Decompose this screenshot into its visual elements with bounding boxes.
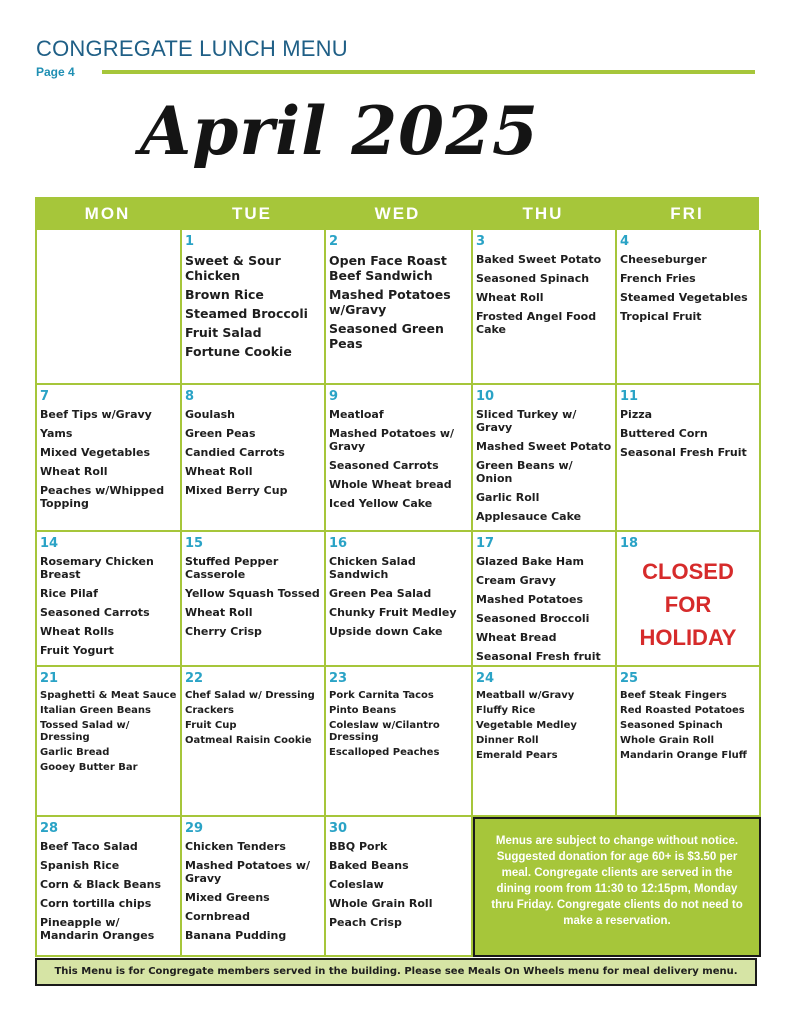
menu-item: Wheat Roll — [476, 291, 544, 304]
menu-item: Pinto Beans — [329, 705, 397, 716]
menu-item: Mashed Potatoes w/ Gravy — [185, 859, 311, 885]
day-cell — [182, 667, 326, 817]
day-cell — [617, 385, 761, 532]
menu-item: Rice Pilaf — [40, 587, 98, 600]
menu-item: Corn tortilla chips — [40, 897, 152, 910]
menu-item: Chicken Salad Sandwich — [329, 555, 416, 581]
menu-item: Sliced Turkey w/ Gravy — [476, 408, 577, 434]
day-cell — [617, 667, 761, 817]
day-number: 2 — [329, 234, 339, 249]
menu-item: Whole Grain Roll — [620, 735, 715, 746]
menu-item: Sweet & Sour Chicken — [185, 253, 281, 283]
menu-item: Beef Tips w/Gravy — [40, 408, 152, 421]
menu-item: Mashed Potatoes w/ Gravy — [329, 427, 455, 453]
menu-item: Baked Beans — [329, 859, 409, 872]
day-number: 23 — [329, 671, 348, 686]
day-cell — [473, 532, 617, 667]
closed-notice-line: FOR — [664, 592, 712, 617]
weekday-label: FRI — [670, 204, 704, 223]
menu-item: Escalloped Peaches — [329, 747, 440, 758]
day-number: 21 — [40, 671, 59, 686]
day-number: 7 — [40, 389, 50, 404]
menu-item: Italian Green Beans — [40, 705, 151, 716]
menu-item: Banana Pudding — [185, 929, 287, 942]
menu-item: Beef Taco Salad — [40, 840, 138, 853]
menu-item: Seasoned Green Peas — [329, 321, 444, 351]
menu-item: Spanish Rice — [40, 859, 120, 872]
menu-item: Emerald Pears — [476, 750, 558, 761]
menu-item: Seasonal Fresh fruit — [476, 650, 601, 663]
day-number: 22 — [185, 671, 204, 686]
menu-item: Open Face Roast Beef Sandwich — [329, 253, 447, 283]
menu-item: Yams — [40, 427, 73, 440]
menu-item: Seasoned Spinach — [476, 272, 590, 285]
menu-item: Corn & Black Beans — [40, 878, 162, 891]
menu-item: Fluffy Rice — [476, 705, 536, 716]
day-cell — [617, 230, 761, 385]
menu-item: Mixed Vegetables — [40, 446, 151, 459]
menu-item: Tossed Salad w/ Dressing — [40, 720, 130, 743]
menu-item: Pineapple w/ Mandarin Oranges — [40, 916, 155, 942]
day-cell — [326, 532, 473, 667]
menu-item: Wheat Rolls — [40, 625, 115, 638]
menu-item: Chicken Tenders — [185, 840, 286, 853]
menu-item: Goulash — [185, 408, 235, 421]
day-cell — [37, 230, 182, 385]
menu-item: Cheeseburger — [620, 253, 707, 266]
header-divider — [102, 70, 755, 74]
menu-disclaimer: Menus are subject to change without notice. Suggested donation for age 60+ is $3.50 per meal. Congregate clients are served in the dining room from 11:30 to 12:15pm, Monday thru Friday. Congregate clients do not need to make a reservation. — [473, 817, 761, 957]
menu-item: Coleslaw — [329, 878, 384, 891]
day-cell — [182, 230, 326, 385]
day-cell — [473, 667, 617, 817]
menu-item: Mashed Sweet Potato — [476, 440, 612, 453]
menu-item: Seasoned Broccoli — [476, 612, 590, 625]
menu-item: Iced Yellow Cake — [329, 497, 433, 510]
menu-item: Applesauce Cake — [476, 510, 582, 523]
menu-item: Yellow Squash Tossed — [185, 587, 320, 600]
day-number: 11 — [620, 389, 639, 404]
day-cell — [182, 385, 326, 532]
day-number: 29 — [185, 821, 204, 836]
menu-item: French Fries — [620, 272, 696, 285]
day-cell — [37, 667, 182, 817]
menu-item: Fruit Salad — [185, 325, 262, 340]
closed-notice-line: CLOSED — [642, 559, 734, 584]
day-number: 25 — [620, 671, 639, 686]
menu-item: Wheat Bread — [476, 631, 557, 644]
menu-item: BBQ Pork — [329, 840, 388, 853]
day-cell — [37, 385, 182, 532]
menu-item: Gooey Butter Bar — [40, 762, 138, 773]
day-cell — [617, 532, 761, 667]
calendar — [35, 197, 759, 957]
day-cell — [326, 667, 473, 817]
menu-item: Seasoned Carrots — [40, 606, 150, 619]
day-cell — [473, 385, 617, 532]
menu-item: Stuffed Pepper Casserole — [185, 555, 279, 581]
menu-item: Wheat Roll — [185, 465, 253, 478]
menu-item: Wheat Roll — [185, 606, 253, 619]
menu-item: Oatmeal Raisin Cookie — [185, 735, 312, 746]
menu-item: Vegetable Medley — [476, 720, 577, 731]
day-cell — [37, 817, 182, 957]
day-number: 9 — [329, 389, 339, 404]
menu-item: Tropical Fruit — [620, 310, 702, 323]
menu-item: Rosemary Chicken Breast — [40, 555, 154, 581]
menu-item: Green Peas — [185, 427, 256, 440]
weekday-header — [35, 197, 759, 230]
menu-item: Dinner Roll — [476, 735, 539, 746]
day-number: 3 — [476, 234, 486, 249]
day-number: 18 — [620, 536, 639, 551]
menu-item: Seasonal Fresh Fruit — [620, 446, 747, 459]
menu-item: Chunky Fruit Medley — [329, 606, 457, 619]
menu-item: Baked Sweet Potato — [476, 253, 602, 266]
menu-item: Seasoned Spinach — [620, 720, 723, 731]
menu-item: Candied Carrots — [185, 446, 285, 459]
day-cell — [326, 817, 473, 957]
day-number: 17 — [476, 536, 495, 551]
day-cell — [326, 385, 473, 532]
day-number: 8 — [185, 389, 195, 404]
menu-item: Meatloaf — [329, 408, 384, 421]
menu-item: Garlic Bread — [40, 747, 110, 758]
menu-item: Steamed Broccoli — [185, 306, 308, 321]
menu-item: Garlic Roll — [476, 491, 540, 504]
day-cell — [37, 532, 182, 667]
menu-item: Frosted Angel Food Cake — [476, 310, 597, 336]
weekday-label: MON — [84, 204, 131, 223]
menu-item: Pizza — [620, 408, 653, 421]
menu-item: Mixed Greens — [185, 891, 270, 904]
menu-item: Cherry Crisp — [185, 625, 262, 638]
menu-item: Coleslaw w/Cilantro Dressing — [329, 720, 440, 743]
day-number: 15 — [185, 536, 204, 551]
menu-item: Wheat Roll — [40, 465, 108, 478]
weekday-label: TUE — [232, 204, 272, 223]
menu-item: Cornbread — [185, 910, 250, 923]
menu-item: Red Roasted Potatoes — [620, 705, 745, 716]
day-number: 14 — [40, 536, 59, 551]
menu-item: Seasoned Carrots — [329, 459, 439, 472]
menu-item: Glazed Bake Ham — [476, 555, 584, 568]
day-number: 1 — [185, 234, 195, 249]
page-number: Page 4 — [36, 65, 75, 79]
menu-item: Green Beans w/ Onion — [476, 459, 573, 485]
menu-item: Meatball w/Gravy — [476, 690, 575, 701]
menu-item: Cream Gravy — [476, 574, 556, 587]
menu-item: Pork Carnita Tacos — [329, 690, 434, 701]
menu-item: Chef Salad w/ Dressing — [185, 690, 315, 701]
menu-item: Spaghetti & Meat Sauce — [40, 690, 177, 701]
day-cell — [473, 230, 617, 385]
menu-item: Whole Wheat bread — [329, 478, 452, 491]
day-number: 4 — [620, 234, 630, 249]
menu-item: Buttered Corn — [620, 427, 708, 440]
closed-notice — [620, 555, 756, 654]
menu-item: Steamed Vegetables — [620, 291, 748, 304]
day-number: 30 — [329, 821, 348, 836]
menu-item: Peaches w/Whipped Topping — [40, 484, 165, 510]
menu-item: Fruit Yogurt — [40, 644, 114, 657]
day-cell — [182, 532, 326, 667]
weekday-label: WED — [374, 204, 421, 223]
day-number: 10 — [476, 389, 495, 404]
day-number: 24 — [476, 671, 495, 686]
menu-item: Whole Grain Roll — [329, 897, 433, 910]
menu-title: CONGREGATE LUNCH MENU — [36, 36, 348, 61]
menu-item: Beef Steak Fingers — [620, 690, 727, 701]
calendar-grid — [35, 230, 759, 957]
menu-item: Fruit Cup — [185, 720, 237, 731]
menu-item: Mashed Potatoes — [476, 593, 584, 606]
menu-item: Peach Crisp — [329, 916, 402, 929]
day-number: 28 — [40, 821, 59, 836]
closed-notice-line: HOLIDAY — [639, 625, 737, 650]
menu-item: Upside down Cake — [329, 625, 443, 638]
menu-item: Mashed Potatoes w/Gravy — [329, 287, 451, 317]
footer-notice: This Menu is for Congregate members served in the building. Please see Meals On Wheels menu for meal delivery menu. — [35, 958, 757, 986]
day-cell — [182, 817, 326, 957]
menu-item: Brown Rice — [185, 287, 264, 302]
weekday-label: THU — [522, 204, 564, 223]
day-number: 16 — [329, 536, 348, 551]
menu-item: Mandarin Orange Fluff — [620, 750, 747, 761]
menu-item: Green Pea Salad — [329, 587, 432, 600]
month-heading: April 2025 — [140, 92, 539, 170]
day-cell — [326, 230, 473, 385]
menu-item: Fortune Cookie — [185, 344, 292, 359]
menu-item: Mixed Berry Cup — [185, 484, 288, 497]
menu-item: Crackers — [185, 705, 234, 716]
